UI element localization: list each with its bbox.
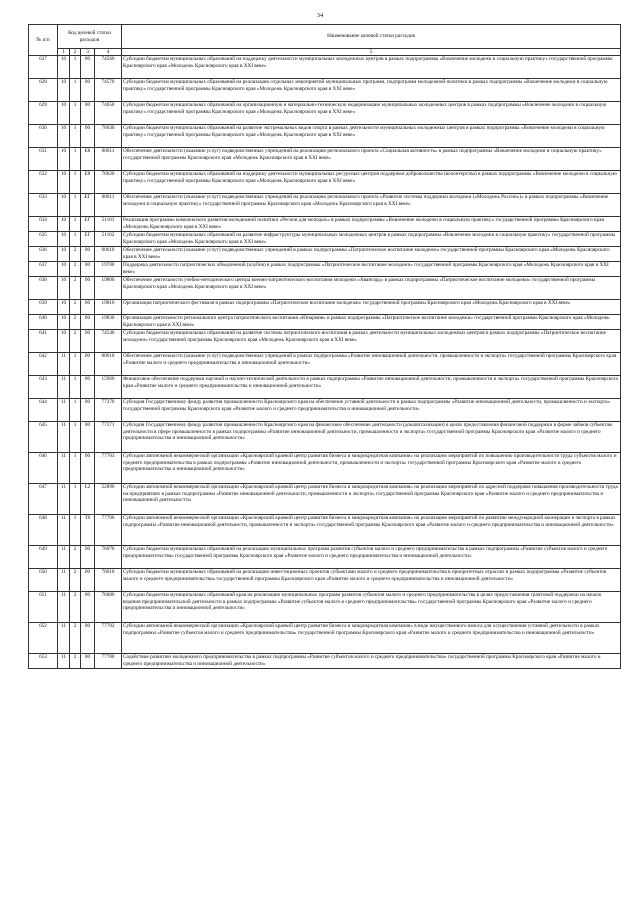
code-direction: 00 [81,125,95,148]
row-number: 639 [29,300,58,315]
code-item: 74650 [95,102,122,125]
code-part-index: 1 [58,49,70,56]
expense-name: Субсидии бюджетам муниципальных образований на организационную и материально-техническую модернизацию муниципальных молодежных центров в рамках подпрограммы «Вовлечение молодежи в социальную практику» государственной программы Красноярского края «Молодежь Красноярского края в XXI веке» [122,102,621,125]
code-part-index: 3 [81,49,95,56]
row-number: 640 [29,315,58,330]
code-item: 77780 [95,654,122,669]
row-number: 629 [29,102,58,125]
code-subprogram: 1 [70,353,81,376]
code-subprogram: 1 [70,125,81,148]
code-direction: T6 [81,515,95,546]
expense-name: Обеспечение деятельности (оказание услуг) подведомственных учреждений в рамках подпрограммы «Патриотическое воспитание молодежи» государственной программы Красноярского края «Молодежь Красноярского края в XXI веке» [122,247,621,262]
table-row [29,247,621,262]
code-direction: EГ [81,217,95,232]
row-number: 645 [29,422,58,453]
row-number: 627 [29,56,58,79]
code-item: 52890 [95,484,122,515]
expense-name: Поддержка деятельности патриотических объединений (клубов) в рамках подпрограммы «Патриотическое воспитание молодежи» государственной программы Красноярского края «Молодежь Красноярского края в XXI веке» [122,262,621,277]
code-subprogram: 1 [70,232,81,247]
code-subprogram: 2 [70,262,81,277]
row-number: 632 [29,171,58,194]
code-item: 74560 [95,56,122,79]
code-item: 77703 [95,453,122,484]
code-direction: EГ [81,194,95,217]
code-program: 11 [58,422,70,453]
row-number: 631 [29,148,58,171]
code-program: 11 [58,546,70,569]
code-item: 00611 [95,194,122,217]
code-item: 76070 [95,546,122,569]
row-number: 634 [29,217,58,232]
code-item: 00611 [95,148,122,171]
row-number: 650 [29,569,58,592]
code-item: 76630 [95,125,122,148]
code-item: 51162 [95,232,122,247]
code-direction: 00 [81,300,95,315]
code-subprogram: 2 [70,569,81,592]
row-number: 630 [29,125,58,148]
code-part-index: 2 [70,49,81,56]
code-subprogram: 1 [70,102,81,125]
expense-name: Субсидии автономной некоммерческой организации «Красноярский краевой центр развития бизнеса и микрокредитная компания» на реализацию мероприятий по адресной поддержке повышения производительности труда на предприятиях в рамках подпрограммы «Развитие инновационной деятельности, промышленности и экспорта» государственной программы Красноярского края «Развитие малого и среднего предпринимательства и инновационной деятельности» [122,484,621,515]
table-row [29,171,621,194]
code-direction: 00 [81,376,95,399]
code-subprogram: 1 [70,79,81,102]
code-subprogram: 2 [70,654,81,669]
table-row [29,194,621,217]
row-number: 643 [29,376,58,399]
expense-name: Организация деятельности регионального центра патриотического воспитания «Юнармия» в рамках подпрограммы «Патриотическое воспитание молодежи» государственной программы Красноярского края «Молодежь Красноярского края в XXI веке» [122,315,621,330]
table-row [29,422,621,453]
table-row [29,484,621,515]
row-number: 628 [29,79,58,102]
row-number: 633 [29,194,58,217]
code-item: 77706 [95,515,122,546]
row-number: 642 [29,353,58,376]
code-item: 76620 [95,171,122,194]
expense-name: Субсидия Государственному фонду развития промышленности Красноярского края на финансовое обеспечение деятельности (докапитализации) в целях предоставления финансовой поддержки в форме займов субъектам деятельности в сфере промышленности в рамках подпрограммы «Развитие инновационной деятельности, промышленности и экспорта» государственной программы Красноярского края «Развитие малого и среднего предпринимательства и инновационной деятельности» [122,422,621,453]
code-program: 10 [58,277,70,300]
code-direction: 00 [81,247,95,262]
table-row [29,569,621,592]
expense-name: Субсидии автономной некоммерческой организации «Красноярский краевой центр развития бизнеса и микрокредитная компания» на реализацию мероприятий по повышению производительности труда субъектов малого и среднего предпринимательства в рамках подпрограммы «Развитие инновационной деятельности, промышленности и экспорта» государственной программы Красноярского края «Развитие малого и среднего предпринимательства и инновационной деятельности» [122,453,621,484]
expense-name: Субсидии бюджетам муниципальных образований на реализацию отдельных мероприятий муниципальных программ, подпрограмм молодежной политики в рамках подпрограммы «Вовлечение молодежи в социальную практику» государственной программы Красноярского края «Молодежь Красноярского края в XXI веке» [122,79,621,102]
code-direction: E8 [81,148,95,171]
row-number: 648 [29,515,58,546]
expense-name: Субсидии бюджетам муниципальных образований на развитие инфраструктуры муниципальных молодежных центров в рамках подпрограммы «Вовлечение молодежи в социальную практику» государственной программы Красноярского края «Молодежь Красноярского края в XXI веке» [122,232,621,247]
code-item: 77371 [95,422,122,453]
code-program: 11 [58,654,70,669]
table-row [29,217,621,232]
code-direction: 00 [81,353,95,376]
code-direction: 00 [81,79,95,102]
code-direction: 00 [81,56,95,79]
row-number: 646 [29,453,58,484]
code-subprogram: 1 [70,453,81,484]
expense-name: Обеспечение деятельности (оказание услуг) подведомственных учреждений на реализацию регионального проекта «Социальная активность» в рамках подпрограммы «Вовлечение молодежи в социальную практику» государственной программы Красноярского края «Молодежь Красноярского края в XXI веке» [122,148,621,171]
code-program: 10 [58,262,70,277]
expense-name: Реализация программы комплексного развития молодежной политики «Регион для молодых» в рамках подпрограммы «Вовлечение молодежи в социальную практику» государственной программы Красноярского края «Молодежь Красноярского края в XXI веке» [122,217,621,232]
code-direction: L2 [81,484,95,515]
expense-name: Субсидии бюджетам муниципальных образований на развитие экстремальных видов спорта в рамках деятельности муниципальных молодежных центров в рамках подпрограммы «Вовлечение молодежи в социальную практику» государственной программы Красноярского края «Молодежь Красноярского края в XXI веке» [122,125,621,148]
code-program: 10 [58,217,70,232]
code-item: 76680 [95,592,122,623]
code-program: 10 [58,171,70,194]
code-subprogram: 2 [70,592,81,623]
expense-name: Субсидии автономной некоммерческой организации «Красноярский краевой центр развития бизнеса и микрокредитная компания» на реализацию мероприятий по развитию международной кооперации и экспорта в рамках подпрограммы «Развитие инновационной деятельности, промышленности и экспорта» государственной программы Красноярского края «Развитие малого и среднего предпринимательства и инновационной деятельности» [122,515,621,546]
code-direction: 00 [81,654,95,669]
budget-code-table [28,24,621,669]
row-number: 647 [29,484,58,515]
code-direction: 00 [81,592,95,623]
table-row [29,315,621,330]
code-subprogram: 2 [70,546,81,569]
code-item: 19810 [95,300,122,315]
code-subprogram: 2 [70,300,81,315]
expense-name: Субсидии бюджетам муниципальных образований края на реализацию муниципальных программ развития субъектов малого и среднего предпринимательства в целях предоставления грантовой поддержки на начало ведения предпринимательской деятельности в рамках подпрограммы «Развитие субъектов малого и среднего предпринимательства» государственной программы Красноярского края «Развитие малого и среднего предпринимательства и инновационной деятельности» [122,592,621,623]
code-program: 10 [58,247,70,262]
code-program: 10 [58,330,70,353]
code-program: 11 [58,376,70,399]
row-number: 635 [29,232,58,247]
code-program: 11 [58,399,70,422]
code-direction: 00 [81,262,95,277]
code-subprogram: 2 [70,330,81,353]
expense-name: Субсидии бюджетам муниципальных образований на поддержку деятельности муниципальных молодежных центров в рамках подпрограммы «Вовлечение молодежи в социальную практику» государственной программы Красноярского края «Молодежь Красноярского края в XXI веке» [122,56,621,79]
code-subprogram: 1 [70,194,81,217]
expense-name: Субсидии бюджетам муниципальных образований на реализацию инвестиционных проектов субъектами малого и среднего предпринимательства в приоритетных отраслях в рамках подпрограммы «Развитие субъектов малого и среднего предпринимательства» государственной программы Красноярского края «Развитие малого и среднего предпринимательства и инновационной деятельности» [122,569,621,592]
code-direction: 00 [81,399,95,422]
code-program: 10 [58,56,70,79]
code-subprogram: 1 [70,376,81,399]
table-row [29,125,621,148]
table-row [29,515,621,546]
code-item: 74540 [95,330,122,353]
code-subprogram: 1 [70,148,81,171]
row-number: 636 [29,247,58,262]
code-part-index: 4 [95,49,122,56]
code-item: 15960 [95,376,122,399]
code-subprogram: 2 [70,623,81,654]
code-direction: 00 [81,277,95,300]
expense-name: Обеспечение деятельности (оказание услуг) подведомственных учреждений в рамках подпрограммы «Развитие инновационной деятельности, промышленности и экспорта» государственной программы Красноярского края «Развитие малого и среднего предпринимательства и инновационной деятельности» [122,353,621,376]
page-number: 34 [316,12,324,19]
table-row [29,300,621,315]
table-row [29,232,621,247]
row-number: 637 [29,262,58,277]
code-program: 10 [58,102,70,125]
code-direction: 00 [81,315,95,330]
table-row [29,102,621,125]
code-program: 11 [58,592,70,623]
code-subprogram: 2 [70,315,81,330]
table-row [29,546,621,569]
code-item: 77370 [95,399,122,422]
name-column-index: 5 [122,49,621,56]
code-program: 10 [58,125,70,148]
num-column-header: № п/п [29,25,58,56]
code-program: 11 [58,515,70,546]
code-program: 11 [58,569,70,592]
table-row [29,262,621,277]
row-number: 641 [29,330,58,353]
code-item: 51161 [95,217,122,232]
table-row [29,376,621,399]
expense-name: Содействие развитию молодежного предпринимательства в рамках подпрограммы «Развитие субъектов малого и среднего предпринимательства» государственной программы Красноярского края «Развитие малого и среднего предпринимательства и инновационной деятельности» [122,654,621,669]
row-number: 652 [29,623,58,654]
code-program: 10 [58,79,70,102]
code-subprogram: 2 [70,277,81,300]
code-direction: 00 [81,623,95,654]
table-row [29,277,621,300]
code-direction: 00 [81,330,95,353]
expense-name: Субсидии бюджетам муниципальных образований на поддержку деятельности муниципальных ресурсных центров поддержки добровольчества (волонтерства) в рамках подпрограммы «Вовлечение молодежи в социальную практику» государственной программы Красноярского края «Молодежь Красноярского края в XXI веке» [122,171,621,194]
expense-name: Финансовое обеспечение поддержки научной и научно-технической деятельности в рамках подпрограммы «Развитие инновационной деятельности, промышленности и экспорта» государственной программы Красноярского края «Развитие малого и среднего предпринимательства и инновационной деятельности» [122,376,621,399]
code-direction: 00 [81,546,95,569]
code-item: 74570 [95,79,122,102]
code-direction: 00 [81,422,95,453]
row-number: 651 [29,592,58,623]
code-direction: 00 [81,453,95,484]
row-number: 653 [29,654,58,669]
table-row [29,56,621,79]
code-item: 00610 [95,353,122,376]
row-number: 649 [29,546,58,569]
table-row [29,399,621,422]
code-item: 00610 [95,247,122,262]
code-item: 77702 [95,623,122,654]
table-row [29,353,621,376]
row-number: 638 [29,277,58,300]
code-direction: E8 [81,171,95,194]
code-program: 10 [58,315,70,330]
code-program: 10 [58,194,70,217]
code-subprogram: 1 [70,515,81,546]
code-item: 19830 [95,315,122,330]
expense-name: Субсидии автономной некоммерческой организации «Красноярский краевой центр развития бизнеса и микрокредитная компания» в виде имущественного взноса для осуществления уставной деятельности в рамках подпрограммы «Развитие субъектов малого и среднего предпринимательства» государственной программы Красноярского края «Развитие малого и среднего предпринимательства и инновационной деятельности» [122,623,621,654]
code-subprogram: 1 [70,399,81,422]
expense-name: Организация патриотического фестиваля в рамках подпрограммы «Патриотическое воспитание молодежи» государственной программы Красноярского края «Молодежь Красноярского края в XXI веке» [122,300,621,315]
code-subprogram: 1 [70,56,81,79]
table-row [29,148,621,171]
table-row [29,654,621,669]
code-subprogram: 1 [70,422,81,453]
code-direction: 00 [81,569,95,592]
row-number: 644 [29,399,58,422]
code-direction: 00 [81,102,95,125]
table-row [29,623,621,654]
code-program: 10 [58,148,70,171]
expense-name: Субсидии бюджетам муниципальных образований на развитие системы патриотического воспитания в рамках деятельности муниципальных молодежных центров в рамках подпрограммы «Патриотическое воспитание молодежи» государственной программы Красноярского края «Молодежь Красноярского края в XXI веке» [122,330,621,353]
code-program: 10 [58,232,70,247]
code-item: 19800 [95,277,122,300]
expense-name: Субсидии бюджетам муниципальных образований на реализацию муниципальных программ развития субъектов малого и среднего предпринимательства в рамках подпрограммы «Развитие субъектов малого и среднего предпринимательства» государственной программы Красноярского края «Развитие малого и среднего предпринимательства и инновационной деятельности» [122,546,621,569]
code-item: 19700 [95,262,122,277]
expense-name: Обеспечение деятельности (оказание услуг) подведомственных учреждений на реализацию регионального проекта «Развитие системы поддержки молодежи («Молодежь России»)» в рамках подпрограммы «Вовлечение молодежи в социальную практику» государственной программы Красноярского края «Молодежь Красноярского края в XXI веке» [122,194,621,217]
code-program: 11 [58,353,70,376]
code-subprogram: 1 [70,217,81,232]
code-program: 11 [58,484,70,515]
code-program: 10 [58,300,70,315]
table-row [29,453,621,484]
table-row [29,330,621,353]
code-subprogram: 2 [70,247,81,262]
code-item: 76610 [95,569,122,592]
table-row [29,592,621,623]
expense-name: Субсидия Государственному фонду развития промышленности Красноярского края на обеспечение уставной деятельности в рамках подпрограммы «Развитие инновационной деятельности, промышленности и экспорта» государственной программы Красноярского края «Развитие малого и среднего предпринимательства и инновационной деятельности» [122,399,621,422]
name-column-header: Наименование целевой статьи расходов [122,25,621,49]
table-row [29,79,621,102]
expense-name: Обеспечение деятельности учебно-методического центра военно-патриотического воспитания молодежи «Авангард» в рамках подпрограммы «Патриотическое воспитание молодежи» государственной программы Красноярского края «Молодежь Красноярского края в XXI веке» [122,277,621,300]
code-program: 11 [58,453,70,484]
code-subprogram: 1 [70,171,81,194]
code-subprogram: 1 [70,484,81,515]
code-group-header: Код целевой статьи расходов [58,25,122,49]
code-program: 11 [58,623,70,654]
code-direction: EГ [81,232,95,247]
